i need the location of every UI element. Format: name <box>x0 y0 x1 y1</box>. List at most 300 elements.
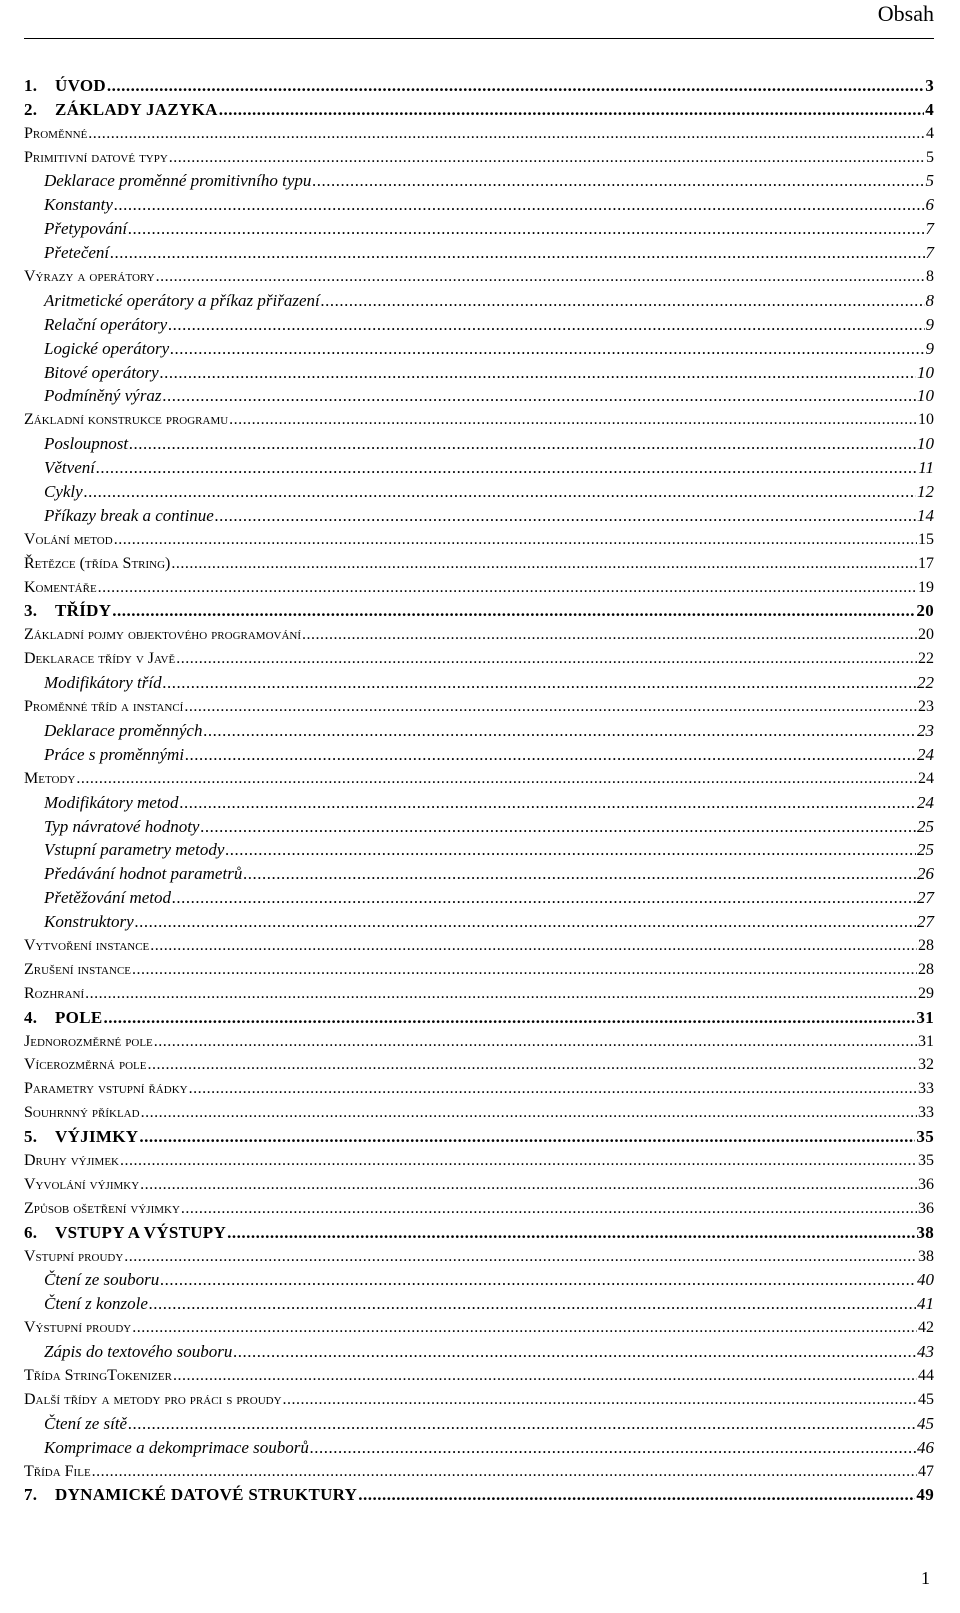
toc-entry-label: Jednorozměrné pole <box>24 1032 153 1050</box>
toc-entry-label: Posloupnost <box>44 434 129 454</box>
toc-entry-title <box>24 1175 139 1195</box>
toc-entry[interactable] <box>24 96 958 120</box>
toc-entry-page: 49 <box>916 1485 934 1505</box>
toc-entry-page: 32 <box>918 1056 934 1074</box>
toc-dot-leader <box>310 1438 916 1458</box>
toc-entry-page: 9 <box>925 314 934 334</box>
toc-dot-leader <box>173 1366 917 1386</box>
page-number: 1 <box>921 1568 930 1588</box>
toc-dot-leader <box>96 458 917 478</box>
toc-entry-label: Deklarace proměnné promitivního typu <box>44 171 312 191</box>
toc-entry-page: 25 <box>917 816 934 836</box>
toc-entry-title <box>24 1127 138 1147</box>
toc-entry-label: Zrušení instance <box>24 960 132 978</box>
toc-dot-leader <box>358 1485 915 1505</box>
toc-entry-label: Třída File <box>24 1462 91 1480</box>
toc-entry[interactable] <box>24 1290 958 1314</box>
toc-dot-leader <box>169 148 925 168</box>
toc-entry-label: DYNAMICKÉ DATOVÉ STRUKTURY <box>55 1485 358 1505</box>
toc-entry-title <box>24 506 214 526</box>
toc-entry-title <box>24 601 111 621</box>
toc-entry-title <box>24 339 169 359</box>
toc-entry-title <box>24 410 228 430</box>
toc-dot-leader <box>104 1008 916 1028</box>
toc-entry[interactable] <box>24 1147 958 1171</box>
toc-entry[interactable] <box>24 1171 958 1195</box>
toc-entry-page: 7 <box>925 243 934 263</box>
toc-entry-title <box>24 363 159 383</box>
toc-dot-leader <box>312 171 924 191</box>
toc-entry-page: 17 <box>918 554 934 572</box>
toc-entry-title <box>24 697 183 717</box>
toc-entry-page: 29 <box>918 984 934 1002</box>
toc-entry[interactable] <box>24 980 958 1004</box>
toc-dot-leader <box>148 1055 918 1075</box>
toc-entry[interactable] <box>24 478 958 502</box>
toc-entry-page: 27 <box>917 888 934 908</box>
toc-entry-label: POLE <box>55 1007 103 1027</box>
toc-dot-leader <box>185 745 916 765</box>
toc-dot-leader <box>92 1462 917 1482</box>
toc-entry-label: Předávání hodnot parametrů <box>44 864 243 884</box>
toc-entry-page: 40 <box>917 1270 934 1290</box>
toc-entry-page: 45 <box>918 1390 934 1408</box>
toc-entry[interactable] <box>24 191 958 215</box>
toc-entry-page: 24 <box>917 744 934 764</box>
toc-entry-title <box>24 793 179 813</box>
toc-entry-page: 41 <box>917 1294 934 1314</box>
toc-entry[interactable] <box>24 502 958 526</box>
toc-entry-title <box>24 1294 148 1314</box>
toc-entry-page: 10 <box>917 434 934 454</box>
toc-entry-title <box>24 840 224 860</box>
toc-entry-title <box>24 1270 159 1290</box>
toc-entry[interactable] <box>24 263 958 287</box>
toc-entry-title <box>24 1366 172 1386</box>
toc-dot-leader <box>203 721 916 741</box>
toc-entry-page: 7 <box>925 219 934 239</box>
toc-entry[interactable] <box>24 144 958 168</box>
toc-entry-label: Typ návratové hodnoty <box>44 816 200 836</box>
toc-entry[interactable] <box>24 1338 958 1362</box>
toc-entry[interactable] <box>24 1028 958 1052</box>
toc-entry-page: 25 <box>917 840 934 860</box>
toc-entry-label: Podmíněný výraz <box>44 386 162 406</box>
toc-entry-page: 20 <box>916 601 934 621</box>
toc-dot-leader <box>176 649 917 669</box>
toc-entry[interactable] <box>24 574 958 598</box>
toc-dot-leader <box>200 817 916 837</box>
toc-entry-title <box>24 124 87 144</box>
toc-entry[interactable] <box>24 72 958 96</box>
toc-entry-title <box>24 267 155 287</box>
toc-entry-page: 46 <box>917 1437 934 1457</box>
toc-entry-page: 15 <box>918 530 934 548</box>
toc-entry-page: 27 <box>917 912 934 932</box>
toc-entry-label: Čtení ze sítě <box>44 1413 128 1433</box>
toc-entry[interactable] <box>24 1386 958 1410</box>
toc-entry-label: Modifikátory metod <box>44 792 179 812</box>
toc-entry-title <box>24 100 218 120</box>
toc-entry[interactable] <box>24 1243 958 1267</box>
toc-entry-label: Čtení z konzole <box>44 1294 148 1314</box>
toc-entry-title <box>24 1055 147 1075</box>
toc-entry-label: Čtení ze souboru <box>44 1270 160 1290</box>
toc-dot-leader <box>233 1342 916 1362</box>
toc-entry[interactable] <box>24 454 958 478</box>
toc-entry[interactable] <box>24 1123 958 1147</box>
toc-entry-label: Třída StringTokenizer <box>24 1366 172 1384</box>
toc-entry-number: 1. <box>24 75 38 95</box>
toc-entry-page: 14 <box>917 505 934 525</box>
toc-entry[interactable] <box>24 550 958 574</box>
toc-entry[interactable] <box>24 239 958 263</box>
toc-entry-page: 4 <box>926 124 934 142</box>
toc-entry-title <box>24 745 184 765</box>
toc-entry[interactable] <box>24 621 958 645</box>
toc-entry-page: 28 <box>918 936 934 954</box>
toc-entry-label: Větvení <box>44 458 95 478</box>
toc-entry[interactable] <box>24 1267 958 1291</box>
toc-entry-number: 4. <box>24 1007 38 1027</box>
toc-dot-leader <box>219 100 924 120</box>
toc-dot-leader <box>132 1318 917 1338</box>
toc-entry-number: 5. <box>24 1127 38 1147</box>
toc-dot-leader <box>243 864 916 884</box>
toc-entry-page: 43 <box>917 1342 934 1362</box>
toc-entry-title <box>24 673 162 693</box>
toc-entry-label: Logické operátory <box>44 338 170 358</box>
toc-entry-title <box>24 554 170 574</box>
toc-entry-page: 22 <box>918 650 934 668</box>
toc-entry-title <box>24 912 134 932</box>
toc-entry[interactable] <box>24 1314 958 1338</box>
toc-entry-title <box>24 1462 91 1482</box>
toc-dot-leader <box>110 243 924 263</box>
toc-entry-title <box>24 1485 357 1505</box>
toc-dot-leader <box>170 339 924 359</box>
page-header-title: Obsah <box>877 1 934 26</box>
toc-dot-leader <box>85 984 917 1004</box>
toc-dot-leader <box>98 578 917 598</box>
toc-dot-leader <box>154 1032 917 1052</box>
toc-entry[interactable] <box>24 789 958 813</box>
toc-entry-title <box>24 219 127 239</box>
toc-entry-label: Modifikátory tříd <box>44 673 162 693</box>
toc-entry-page: 38 <box>918 1247 934 1265</box>
toc-dot-leader <box>163 673 916 693</box>
toc-entry-page: 4 <box>925 99 934 119</box>
toc-dot-leader <box>112 601 915 621</box>
toc-entry-label: Deklarace proměnných <box>44 720 203 740</box>
toc-entry-page: 47 <box>918 1462 934 1480</box>
toc-dot-leader <box>321 291 925 311</box>
toc-entry[interactable] <box>24 406 958 430</box>
toc-entry-label: Volání metod <box>24 530 113 548</box>
toc-entry-title <box>24 769 75 789</box>
toc-dot-leader <box>128 219 924 239</box>
toc-entry-title <box>24 1103 140 1123</box>
toc-dot-leader <box>302 625 917 645</box>
toc-entry-number: 7. <box>24 1485 38 1505</box>
toc-entry-label: Proměnné <box>24 124 88 142</box>
toc-entry-page: 9 <box>925 338 934 358</box>
toc-dot-leader <box>156 267 925 287</box>
toc-entry-label: TŘÍDY <box>55 601 112 621</box>
toc-dot-leader <box>139 1127 915 1147</box>
toc-entry-label: Způsob ošetření výjimky <box>24 1199 180 1217</box>
toc-entry-title <box>24 864 242 884</box>
toc-dot-leader <box>135 912 916 932</box>
toc-entry-page: 8 <box>925 290 934 310</box>
toc-entry-page: 19 <box>918 578 934 596</box>
toc-entry-label: ZÁKLADY JAZYKA <box>55 99 218 119</box>
toc-entry-label: ÚVOD <box>55 75 106 95</box>
toc-entry-title <box>24 1008 103 1028</box>
toc-entry-label: Přetečení <box>44 243 110 263</box>
toc-entry-label: Konstruktory <box>44 912 134 932</box>
toc-entry-page: 24 <box>917 792 934 812</box>
toc-entry[interactable] <box>24 1362 958 1386</box>
toc-entry-label: Přetěžování metod <box>44 888 171 908</box>
toc-dot-leader <box>181 1199 917 1219</box>
toc-entry-label: Základní konstrukce programu <box>24 411 229 429</box>
toc-entry[interactable] <box>24 741 958 765</box>
toc-entry[interactable] <box>24 669 958 693</box>
toc-entry[interactable] <box>24 359 958 383</box>
toc-entry-label: Řetězce (třída String) <box>24 554 171 572</box>
toc-entry-page: 31 <box>918 1032 934 1050</box>
toc-entry-title <box>24 1318 131 1338</box>
toc-entry-label: Cykly <box>44 482 83 502</box>
toc-entry-title <box>24 936 149 956</box>
toc-entry-title <box>24 195 113 215</box>
toc-entry-page: 22 <box>917 673 934 693</box>
toc-entry-page: 23 <box>917 720 934 740</box>
toc-entry[interactable] <box>24 1075 958 1099</box>
toc-entry-title <box>24 315 167 335</box>
toc-entry-title <box>24 1390 282 1410</box>
toc-entry[interactable] <box>24 120 958 144</box>
toc-entry-page: 20 <box>918 626 934 644</box>
toc-entry-page: 24 <box>918 769 934 787</box>
toc-entry-page: 35 <box>918 1151 934 1169</box>
toc-entry-label: Komprimace a dekomprimace souborů <box>44 1437 309 1457</box>
toc-entry[interactable] <box>24 956 958 980</box>
toc-dot-leader <box>283 1390 917 1410</box>
toc-entry-label: Vstupní parametry metody <box>44 840 225 860</box>
toc-dot-leader <box>124 1247 917 1267</box>
toc-entry-title <box>24 434 128 454</box>
toc-entry[interactable] <box>24 430 958 454</box>
toc-dot-leader <box>107 76 924 96</box>
toc-dot-leader <box>114 195 925 215</box>
toc-entry-label: Vícerozměrná pole <box>24 1056 147 1074</box>
toc-entry-title <box>24 530 113 550</box>
toc-entry[interactable] <box>24 1052 958 1076</box>
toc-entry-title <box>24 1151 119 1171</box>
toc-entry[interactable] <box>24 932 958 956</box>
toc-entry-label: Druhy výjimek <box>24 1151 119 1169</box>
toc-entry-title <box>24 817 199 837</box>
toc-entry-page: 38 <box>916 1222 934 1242</box>
toc-entry-page: 44 <box>918 1366 934 1384</box>
toc-entry-title <box>24 888 171 908</box>
toc-entry-label: Parametry vstupní řádky <box>24 1080 188 1098</box>
toc-entry-title <box>24 148 168 168</box>
toc-entry[interactable] <box>24 1410 958 1434</box>
toc-entry-label: Zápis do textového souboru <box>44 1342 233 1362</box>
toc-dot-leader <box>168 315 924 335</box>
toc-dot-leader <box>84 482 916 502</box>
toc-entry[interactable] <box>24 215 958 239</box>
toc-entry-label: Bitové operátory <box>44 362 159 382</box>
toc-entry-label: Komentáře <box>24 578 97 596</box>
toc-entry-label: Přetypování <box>44 219 128 239</box>
toc-entry-number: 3. <box>24 601 38 621</box>
toc-entry-page: 31 <box>916 1007 934 1027</box>
toc-entry-page: 10 <box>917 362 934 382</box>
toc-dot-leader <box>180 793 916 813</box>
toc-dot-leader <box>150 936 917 956</box>
toc-entry[interactable] <box>24 837 958 861</box>
toc-dot-leader <box>171 554 917 574</box>
toc-entry-title <box>24 76 106 96</box>
toc-entry-page: 35 <box>916 1127 934 1147</box>
toc-entry-title <box>24 1247 123 1267</box>
toc-entry-title <box>24 625 301 645</box>
toc-entry-page: 8 <box>926 268 934 286</box>
toc-dot-leader <box>120 1151 917 1171</box>
toc-dot-leader <box>189 1079 917 1099</box>
toc-entry[interactable] <box>24 311 958 335</box>
toc-entry-label: Výstupní proudy <box>24 1319 132 1337</box>
toc-dot-leader <box>227 1223 915 1243</box>
toc-entry[interactable] <box>24 1434 958 1458</box>
toc-entry[interactable] <box>24 1004 958 1028</box>
toc-entry-title <box>24 171 311 191</box>
toc-entry-label: Vytvoření instance <box>24 936 150 954</box>
toc-entry[interactable] <box>24 645 958 669</box>
toc-entry-page: 33 <box>918 1104 934 1122</box>
toc-entry[interactable] <box>24 598 958 622</box>
toc-entry-label: Konstanty <box>44 195 113 215</box>
toc-dot-leader <box>160 1270 916 1290</box>
toc-dot-leader <box>149 1294 916 1314</box>
toc-entry-label: Aritmetické operátory a příkaz přiřazení <box>44 290 320 310</box>
toc-entry[interactable] <box>24 335 958 359</box>
toc-entry-page: 26 <box>917 864 934 884</box>
toc-entry-title <box>24 458 95 478</box>
toc-entry[interactable] <box>24 813 958 837</box>
toc-entry-label: VÝJIMKY <box>55 1127 139 1147</box>
toc-entry[interactable] <box>24 526 958 550</box>
toc-entry[interactable] <box>24 383 958 407</box>
toc-entry-page: 33 <box>918 1080 934 1098</box>
toc-entry[interactable] <box>24 1099 958 1123</box>
toc-entry[interactable] <box>24 1219 958 1243</box>
toc-dot-leader <box>163 386 916 406</box>
toc-entry-label: Další třídy a metody pro práci s proudy <box>24 1390 282 1408</box>
toc-entry-label: Příkazy break a continue <box>44 505 214 525</box>
toc-entry-label: Výrazy a operátory <box>24 268 155 286</box>
toc-entry-title <box>24 721 202 741</box>
toc-entry-title <box>24 649 175 669</box>
toc-entry-title <box>24 386 162 406</box>
toc-entry-title <box>24 1199 180 1219</box>
toc-entry-page: 12 <box>917 482 934 502</box>
toc-entry[interactable] <box>24 1482 958 1506</box>
toc-entry-title <box>24 578 97 598</box>
toc-entry-title <box>24 984 84 1004</box>
toc-dot-leader <box>172 888 916 908</box>
toc-entry-page: 10 <box>918 411 934 429</box>
toc-entry-number: 2. <box>24 99 38 119</box>
toc-entry-page: 5 <box>925 171 934 191</box>
toc-entry-title <box>24 1438 309 1458</box>
toc-entry-label: Vyvolání výjimky <box>24 1175 140 1193</box>
toc-entry[interactable] <box>24 908 958 932</box>
toc-entry-label: Metody <box>24 769 76 787</box>
toc-dot-leader <box>132 960 917 980</box>
toc-entry[interactable] <box>24 1458 958 1482</box>
toc-entry-page: 23 <box>918 698 934 716</box>
toc-entry-label: Primitivní datové typy <box>24 148 168 166</box>
toc-dot-leader <box>114 530 917 550</box>
toc-entry-page: 28 <box>918 960 934 978</box>
toc-entry[interactable] <box>24 287 958 311</box>
toc-entry-label: Deklarace třídy v Javě <box>24 650 176 668</box>
toc-entry-label: Práce s proměnnými <box>44 744 185 764</box>
toc-entry[interactable] <box>24 168 958 192</box>
toc-dot-leader <box>128 1414 916 1434</box>
toc-entry-title <box>24 1342 232 1362</box>
toc-entry[interactable] <box>24 884 958 908</box>
toc-entry[interactable] <box>24 693 958 717</box>
toc-entry[interactable] <box>24 765 958 789</box>
toc-dot-leader <box>141 1103 917 1123</box>
toc-dot-leader <box>140 1175 917 1195</box>
toc-dot-leader <box>215 506 916 526</box>
toc-entry-title <box>24 960 131 980</box>
toc-entry-label: Vstupní proudy <box>24 1247 124 1265</box>
toc-entry-label: Relační operátory <box>44 314 168 334</box>
toc-entry-page: 6 <box>925 195 934 215</box>
toc-entry-page: 11 <box>918 458 934 478</box>
toc-entry-title <box>24 482 83 502</box>
toc-entry-label: VSTUPY A VÝSTUPY <box>55 1222 227 1242</box>
toc-entry-title <box>24 291 320 311</box>
toc-entry-title <box>24 1414 127 1434</box>
toc-entry[interactable] <box>24 1195 958 1219</box>
toc-entry-page: 3 <box>925 75 934 95</box>
toc-dot-leader <box>229 410 917 430</box>
toc-entry-title <box>24 243 109 263</box>
toc-entry-number: 6. <box>24 1222 38 1242</box>
toc-dot-leader <box>160 363 916 383</box>
toc-entry[interactable] <box>24 717 958 741</box>
toc-entry-label: Proměnné tříd a instancí <box>24 698 184 716</box>
toc-dot-leader <box>88 124 925 144</box>
header-divider <box>24 38 934 39</box>
toc-entry[interactable] <box>24 860 958 884</box>
toc-dot-leader <box>129 434 916 454</box>
toc-entry-page: 5 <box>926 148 934 166</box>
toc-entry-title <box>24 1223 226 1243</box>
toc-entry-page: 36 <box>918 1199 934 1217</box>
toc-entry-title <box>24 1079 188 1099</box>
toc-entry-page: 45 <box>917 1413 934 1433</box>
